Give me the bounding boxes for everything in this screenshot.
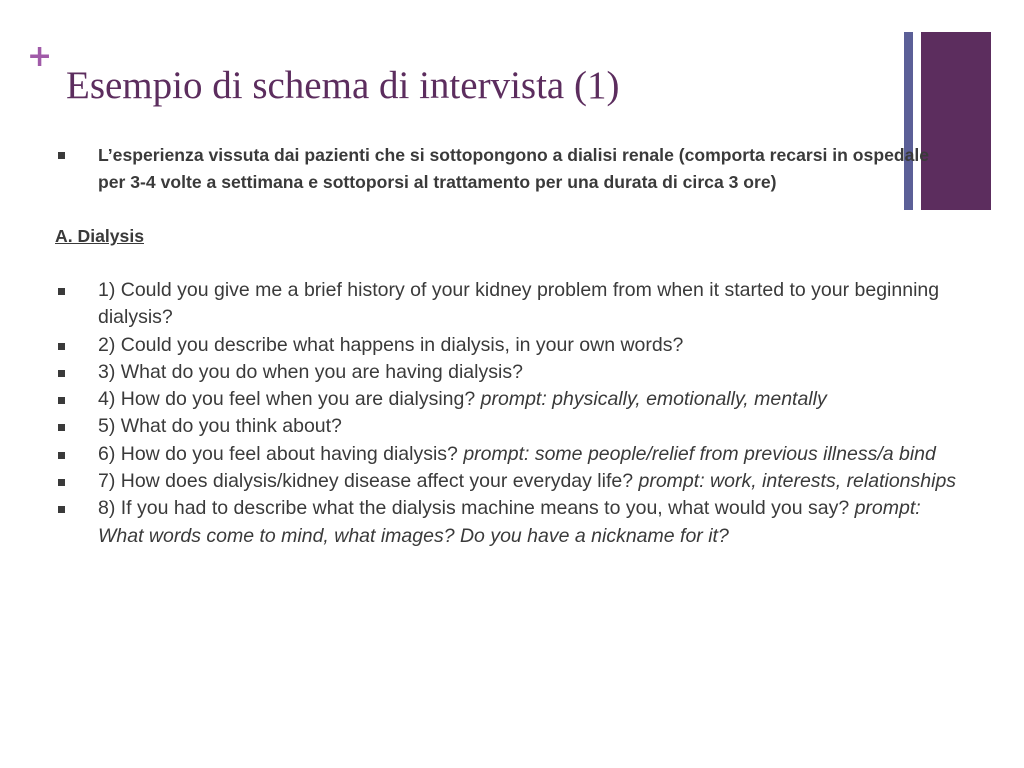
intro-text: L’esperienza vissuta dai pazienti che si sottopongono a dialisi renale (comporta recarsi in ospedale per 3-4 volte a settimana e sottoporsi al trattamento per una durata di circa 3 ore) [98, 145, 930, 192]
question-text: 5) What do you think about? [98, 415, 342, 438]
question-text: 1) Could you give me a brief history of your kidney problem from when it started to your beginning dialysis? [98, 279, 940, 329]
question-prompt: prompt: work, interests, relationships [638, 470, 957, 493]
question-item [55, 495, 960, 550]
question-text: 7) How does dialysis/kidney disease affect your everyday life? [98, 470, 639, 493]
question-text: 2) Could you describe what happens in dialysis, in your own words? [98, 333, 684, 356]
question-prompt: prompt: What words come to mind, what images? Do you have a nickname for it? [98, 497, 921, 547]
plus-icon: + [27, 39, 53, 74]
question-text: 6) How do you feel about having dialysis? [98, 442, 464, 465]
square-bullet-icon [58, 506, 65, 513]
question-item [55, 386, 960, 413]
question-text: 3) What do you do when you are having dialysis? [98, 360, 523, 383]
section-heading: A. Dialysis [55, 226, 144, 246]
question-prompt: prompt: physically, emotionally, mentally [480, 388, 827, 411]
square-bullet-icon [58, 370, 65, 377]
square-bullet-icon [58, 424, 65, 431]
slide-body [55, 142, 960, 550]
question-prompt: prompt: some people/relief from previous illness/a bind [463, 442, 936, 465]
square-bullet-icon [58, 152, 65, 159]
question-item [55, 413, 960, 440]
square-bullet-icon [58, 397, 65, 404]
slide-title: Esempio di schema di intervista (1) [66, 64, 620, 107]
question-text: 4) How do you feel when you are dialysing? [98, 388, 481, 411]
question-item [55, 359, 960, 386]
square-bullet-icon [58, 479, 65, 486]
intro-bullet [55, 142, 960, 196]
question-item [55, 332, 960, 359]
question-item [55, 468, 960, 495]
question-item [55, 277, 960, 332]
question-text: 8) If you had to describe what the dialysis machine means to you, what would you say? [98, 497, 855, 520]
square-bullet-icon [58, 288, 65, 295]
square-bullet-icon [58, 452, 65, 459]
question-item [55, 441, 960, 468]
square-bullet-icon [58, 343, 65, 350]
